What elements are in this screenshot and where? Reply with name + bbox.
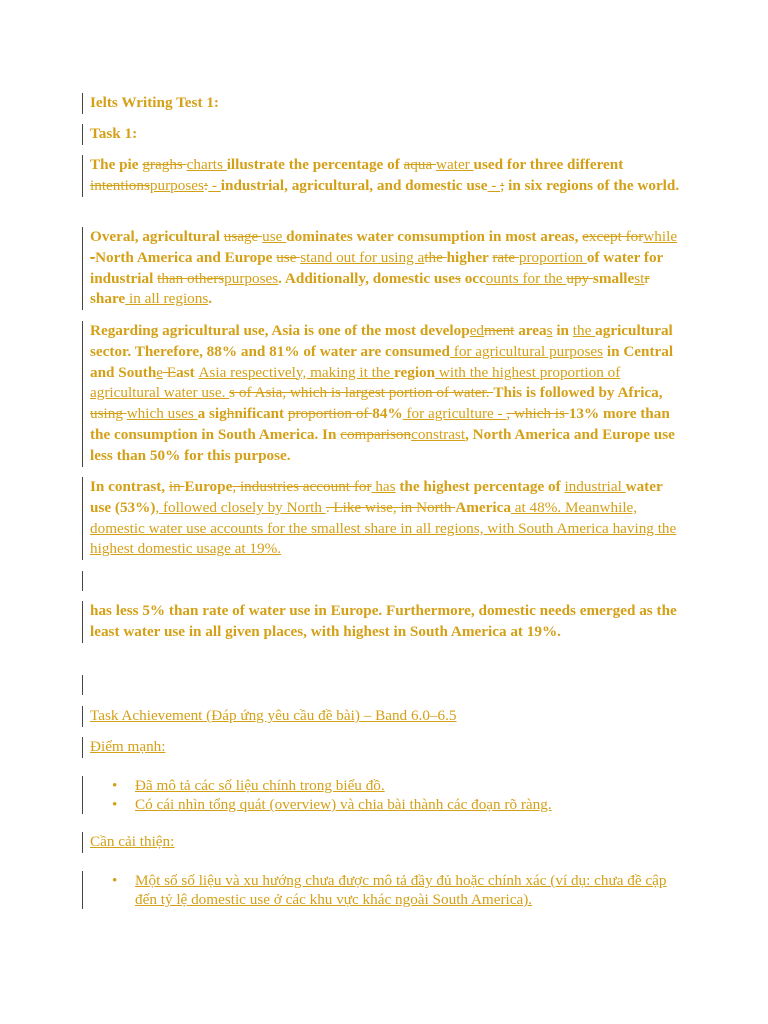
essay-text: 84% — [372, 405, 403, 423]
essay-text: dominates water comsumption in most areas, — [286, 228, 583, 245]
essay-text: In contrast, — [90, 478, 169, 495]
essay-text: Europe — [184, 478, 233, 495]
bullet-icon: • — [112, 872, 118, 889]
paragraph-body-2 — [82, 477, 682, 560]
paragraph-intro — [82, 155, 682, 197]
deleted-text: aqua — [403, 156, 437, 173]
deleted-text: ment — [484, 322, 515, 339]
deleted-text: , industries account for — [232, 478, 372, 495]
inserted-text: ounts for the — [485, 269, 567, 287]
essay-text: agricultural sector. Therefore, 88% and 81% of water are consumed — [90, 322, 673, 360]
essay-text: in Central and South — [90, 342, 674, 381]
essay-text: the highest percentage of — [395, 478, 565, 495]
essay-text: 13% more than the consumption in South America. In — [90, 405, 670, 443]
inserted-text: for agriculture - — [402, 405, 507, 423]
essay-text: . — [208, 290, 213, 308]
essay-text: , North America and Europe use less than 50% for this purpose. — [90, 425, 675, 464]
essay-text: occ — [460, 269, 486, 287]
essay-text: area — [514, 322, 547, 339]
deleted-text: use — [276, 248, 301, 266]
essay-title-text: Ielts Writing Test 1: — [90, 94, 219, 111]
deleted-text: h — [226, 405, 235, 423]
essay-text: of water for industrial — [90, 248, 664, 287]
strengths-heading — [82, 737, 682, 758]
essay-text: This is followed by Africa, — [493, 384, 663, 402]
inserted-text: st — [634, 269, 645, 287]
deleted-text: rate — [492, 248, 519, 266]
essay-text: . Additionally, domestic use — [278, 269, 455, 287]
deleted-text: graghs — [142, 156, 187, 173]
inserted-text: industrial — [564, 478, 626, 495]
inserted-text: ed — [469, 322, 485, 339]
strengths-label: Điểm mạnh: — [90, 738, 166, 755]
inserted-text: water — [436, 156, 474, 173]
inserted-text: - — [208, 176, 221, 194]
inserted-text: for agricultural purposes — [449, 342, 604, 360]
essay-text: region — [394, 363, 436, 381]
task-achievement-heading — [82, 706, 682, 727]
essay-text: used for three different — [473, 156, 624, 173]
list-item — [112, 776, 682, 795]
deleted-text: upy — [566, 269, 593, 287]
inserted-text: has — [371, 478, 396, 495]
inserted-text: proportion — [518, 248, 587, 266]
inserted-text: s — [546, 322, 553, 339]
paragraph-body-1 — [82, 321, 682, 467]
deleted-text: than others — [157, 269, 225, 287]
deleted-text: using — [90, 405, 127, 423]
bullet-icon: • — [112, 777, 118, 794]
paragraph-body-3 — [82, 601, 682, 643]
deleted-text: the — [424, 248, 447, 266]
list-item-text: Đã mô tả các số liệu chính trong biểu đồ. — [135, 777, 385, 794]
inserted-text: e — [156, 363, 164, 381]
task-heading — [82, 124, 682, 145]
inserted-text: with the highest proportion of agricultural water use. — [90, 363, 621, 402]
deleted-text: usage — [223, 228, 263, 245]
deleted-text: - — [90, 248, 96, 266]
task-heading-text: Task 1: — [90, 125, 138, 142]
essay-text: industrial, agricultural, and domestic use — [220, 176, 488, 194]
deleted-text: r — [644, 269, 650, 287]
essay-text: Overal, agricultural — [90, 228, 224, 245]
deleted-text: ; — [500, 176, 505, 194]
inserted-text: in all regions — [125, 290, 209, 308]
essay-text: higher — [446, 248, 493, 266]
inserted-text: purposes — [149, 176, 204, 194]
deleted-text: s — [454, 269, 461, 287]
essay-text: smalle — [592, 269, 635, 287]
essay-text: ast — [176, 363, 199, 381]
paragraph-overview — [82, 227, 682, 310]
improvements-heading — [82, 832, 682, 853]
empty-paragraph — [82, 675, 682, 695]
inserted-text: the — [572, 322, 596, 339]
inserted-text: at 48%. Meanwhile, domestic water use accounts for the smallest share in all regions, with South America having the highest domestic usage at 19%. — [90, 498, 677, 558]
essay-text: a sig — [197, 405, 227, 423]
list-item-text: Có cái nhìn tổng quát (overview) và chia bài thành các đoạn rõ ràng. — [135, 796, 552, 813]
essay-text: illustrate the percentage of — [226, 156, 404, 173]
deleted-text: in — [168, 478, 185, 495]
inserted-text: - — [487, 176, 501, 194]
inserted-text: stand out for using a — [300, 248, 425, 266]
empty-paragraph — [82, 571, 682, 591]
deleted-text: comparison — [340, 425, 412, 443]
list-item-text: Một số số liệu và xu hướng chưa được mô tả đầy đủ hoặc chính xác (ví dụ: chưa đề cập đến tỷ lệ domestic use ở các khu vực khác ngoài South America). — [135, 872, 667, 908]
deleted-text: intentions — [90, 176, 150, 194]
essay-text: has less 5% than rate of water use in Europe. Furthermore, domestic needs emerged as the least water use in all given places, with highest in South America at 19%. — [90, 602, 677, 640]
inserted-text: constrast — [411, 425, 466, 443]
essay-text: The pie — [90, 156, 143, 173]
task-achievement-text: Task Achievement (Đáp ứng yêu cầu đề bài) – Band 6.0–6.5 — [90, 707, 457, 724]
essay-text: share — [90, 290, 126, 308]
inserted-text: purposes — [224, 269, 279, 287]
deleted-text: s of Asia, which is largest portion of water. — [229, 384, 494, 402]
deleted-text: except for — [582, 228, 644, 245]
essay-text: water use (53%) — [90, 478, 663, 516]
deleted-text: , which is — [506, 405, 569, 423]
essay-text: Regarding agricultural use, Asia is one of the most develop — [90, 322, 470, 339]
inserted-text: which uses — [126, 405, 198, 423]
essay-text: nificant — [234, 405, 288, 423]
list-item — [112, 871, 682, 909]
inserted-text: while — [643, 228, 678, 245]
essay-text: in — [552, 322, 573, 339]
list-item — [112, 795, 682, 814]
inserted-text: use — [262, 228, 287, 245]
inserted-text: charts — [186, 156, 227, 173]
improvements-label: Cần cải thiện: — [90, 833, 175, 850]
bullet-icon: • — [112, 796, 118, 813]
essay-text: in six regions of the world. — [504, 176, 680, 194]
strengths-list — [90, 776, 682, 814]
deleted-text: : — [203, 176, 209, 194]
essay-title — [82, 93, 682, 114]
essay-text: America — [455, 498, 511, 516]
deleted-text: E — [163, 363, 177, 381]
improvements-list — [90, 871, 682, 909]
improvements-list-block — [82, 871, 682, 909]
deleted-text: . Like wise, in North — [325, 498, 456, 516]
strengths-list-block — [82, 776, 682, 814]
inserted-text: Asia respectively, making it the — [198, 363, 395, 381]
inserted-text: , followed closely by North — [155, 498, 326, 516]
deleted-text: proportion of — [287, 405, 373, 423]
essay-text: North America and Europe — [95, 248, 277, 266]
